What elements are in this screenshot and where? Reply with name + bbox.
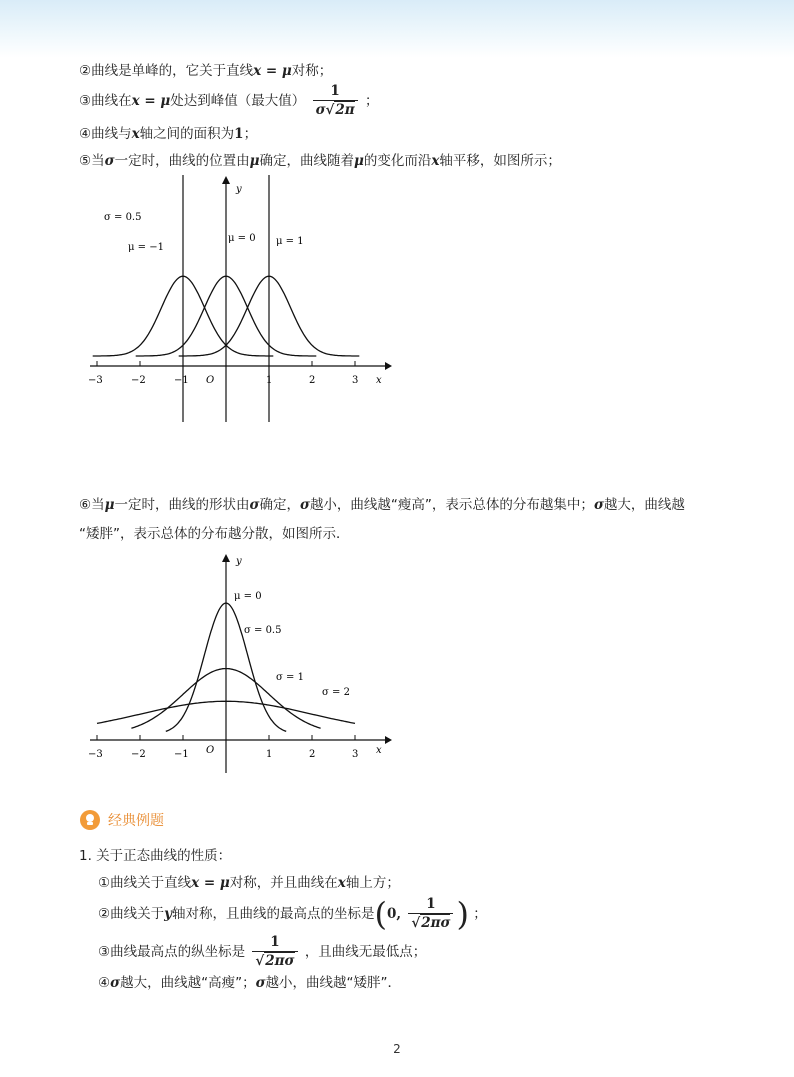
x-axis-arrow bbox=[385, 736, 392, 744]
curve-label: σ = 2 bbox=[322, 687, 350, 698]
y-axis-arrow bbox=[222, 554, 230, 562]
y-axis-label: y bbox=[236, 184, 242, 195]
mu-label: μ = 0 bbox=[234, 591, 262, 602]
property-2: ②曲线是单峰的，它关于直线x = μ对称； bbox=[79, 63, 333, 79]
example-item-1: ①曲线关于直线x = μ对称，并且曲线在x轴上方； bbox=[98, 875, 400, 891]
lightbulb-icon bbox=[80, 810, 100, 830]
max-point-fraction: $\frac{1}{√2\pi\sigma}$ bbox=[408, 896, 453, 932]
max-y-fraction: $\frac{1}{√2\pi\sigma}$ bbox=[252, 934, 297, 970]
x-axis-arrow bbox=[385, 362, 392, 370]
tick-label: 2 bbox=[309, 749, 316, 760]
tick-label: −2 bbox=[131, 375, 146, 386]
example-item-2: ②曲线关于y轴对称，且曲线的最高点的坐标是(0, $\frac{1}{√2\pi\sigma}$ ) ； bbox=[98, 895, 487, 933]
tick-label: 1 bbox=[266, 375, 273, 386]
curve-label: μ = 1 bbox=[276, 236, 304, 247]
section-header bbox=[80, 809, 164, 831]
figure-shift-mu bbox=[80, 170, 400, 430]
curve-label: σ = 0.5 bbox=[244, 625, 282, 636]
example-item-3: ③曲线最高点的纵坐标是 $\frac{1}{√2\pi\sigma}$ ，且曲线无最低点； bbox=[98, 934, 427, 969]
property-5: ⑤当σ一定时，曲线的位置由μ确定，曲线随着μ的变化而沿x轴平移，如图所示； bbox=[79, 153, 561, 169]
example-item-4: ④σ越大，曲线越“高瘦”；σ越小，曲线越“矮胖”． bbox=[98, 975, 402, 991]
y-axis-label: y bbox=[236, 556, 242, 567]
property-4: ④曲线与x轴之间的面积为1； bbox=[79, 126, 258, 142]
tick-label: −1 bbox=[174, 375, 189, 386]
origin-label: O bbox=[206, 375, 215, 386]
tick-label: −3 bbox=[88, 375, 103, 386]
y-axis-arrow bbox=[222, 176, 230, 184]
page-number: 2 bbox=[393, 1042, 401, 1056]
tick-label: 2 bbox=[309, 375, 316, 386]
x-axis-label: x bbox=[376, 745, 382, 756]
tick-label: 3 bbox=[352, 749, 359, 760]
header-band bbox=[0, 0, 794, 58]
property-3: ③曲线在x = μ处达到峰值（最大值） $\frac{1}{\sigma√2\pi}$ ； bbox=[79, 83, 379, 118]
tick-label: −1 bbox=[174, 749, 189, 760]
curve-label: σ = 1 bbox=[276, 672, 304, 683]
x-axis-label: x bbox=[376, 375, 382, 386]
tick-label: 1 bbox=[266, 749, 273, 760]
tick-label: −3 bbox=[88, 749, 103, 760]
property-6-line2: “矮胖”，表示总体的分布越分散，如图所示． bbox=[79, 526, 350, 542]
curve-label: μ = −1 bbox=[128, 242, 164, 253]
section-title: 经典例题 bbox=[108, 813, 164, 829]
origin-label: O bbox=[206, 745, 215, 756]
curve-label: μ = 0 bbox=[228, 233, 256, 244]
peak-fraction: $\frac{1}{\sigma√2\pi}$ bbox=[313, 83, 358, 119]
property-6-line1: ⑥当μ一定时，曲线的形状由σ确定，σ越小，曲线越“瘦高”，表示总体的分布越集中；σ越大，曲线越 bbox=[79, 497, 685, 513]
tick-label: −2 bbox=[131, 749, 146, 760]
example-question: 1. 关于正态曲线的性质： bbox=[79, 848, 232, 864]
tick-label: 3 bbox=[352, 375, 359, 386]
figure-shape-sigma bbox=[80, 548, 400, 778]
sigma-label: σ = 0.5 bbox=[104, 212, 142, 223]
